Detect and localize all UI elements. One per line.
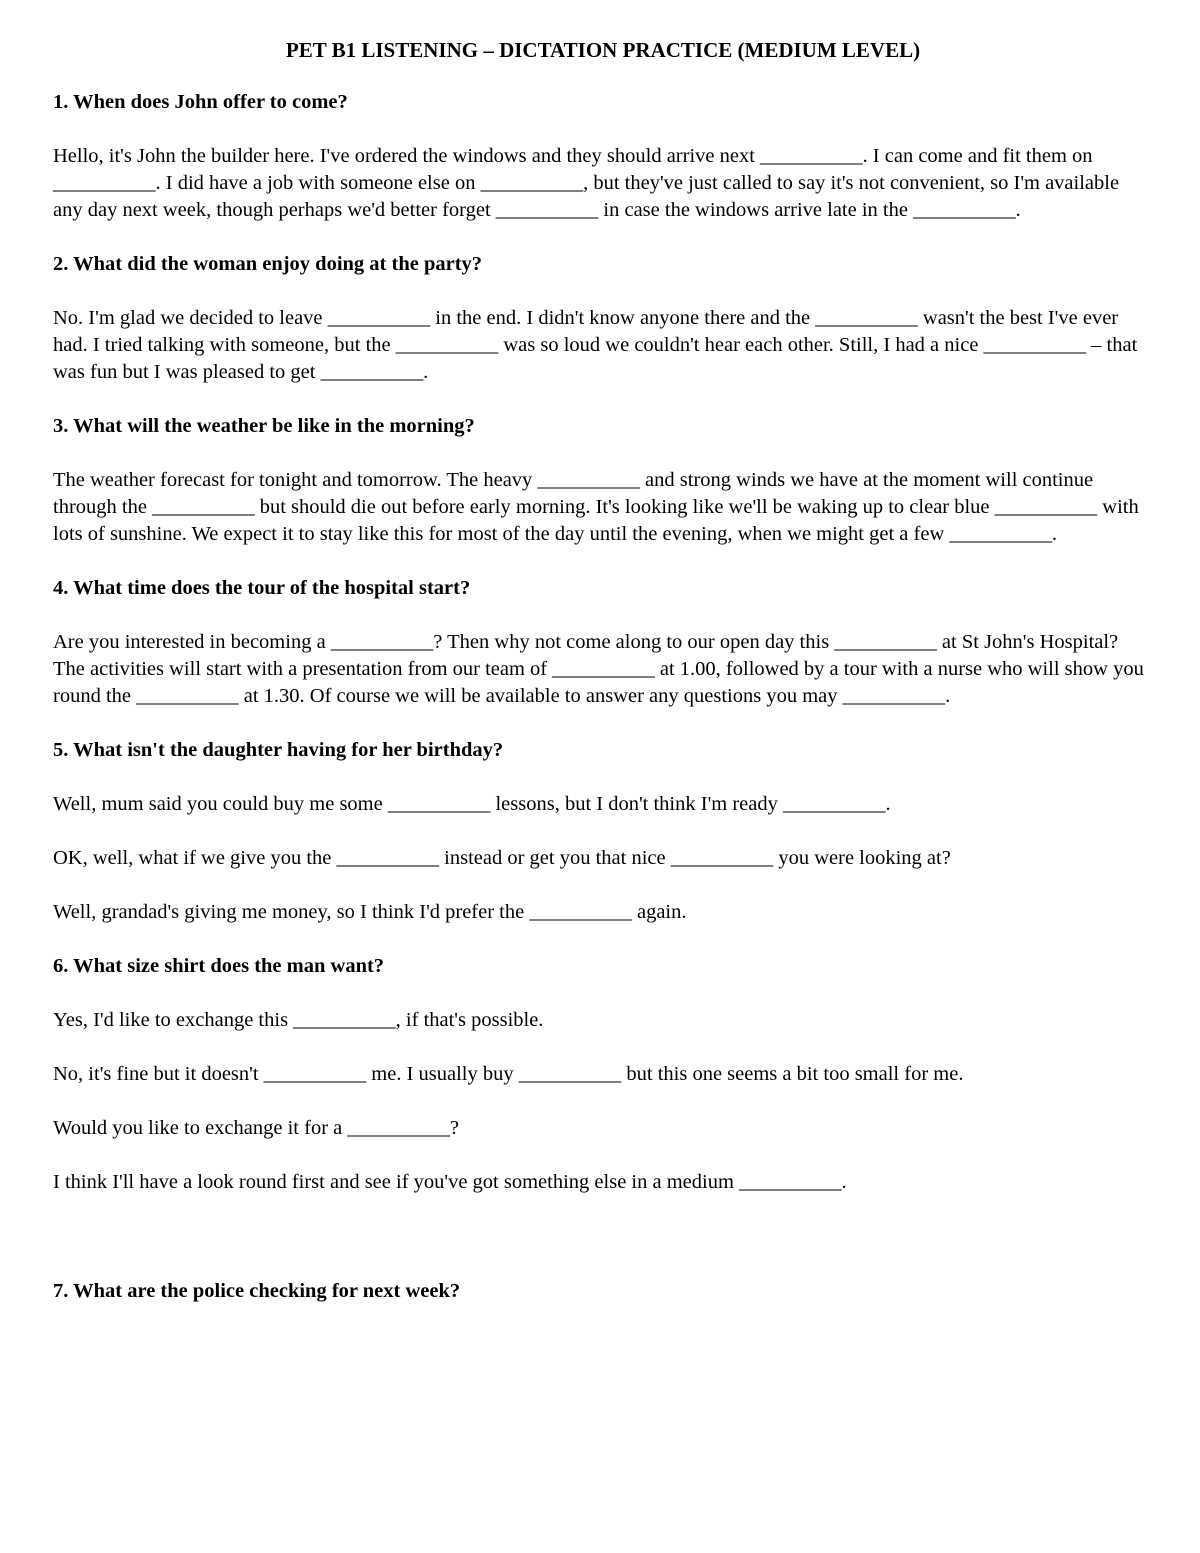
- question-6-line-3: Would you like to exchange it for a __________?: [53, 1117, 459, 1139]
- question-3-text: The weather forecast for tonight and tomorrow. The heavy __________ and strong winds we have at the moment will continue through the __________ but should die out before early morning. It's looking like we'll be waking up to clear blue __________ with lots of sunshine. We expect it to stay like this for most of the day until the evening, when we might get a few __________.: [53, 469, 1139, 545]
- section-spacer: [53, 1223, 1153, 1278]
- question-4: 4. What time does the tour of the hospital start?: [53, 577, 471, 599]
- question-5-line-1: Well, mum said you could buy me some __________ lessons, but I don't think I'm ready __________.: [53, 793, 891, 815]
- worksheet-page: [53, 36, 1153, 1332]
- question-1: 1. When does John offer to come?: [53, 91, 348, 113]
- question-5-line-3: Well, grandad's giving me money, so I think I'd prefer the __________ again.: [53, 901, 687, 923]
- question-1-text: Hello, it's John the builder here. I've ordered the windows and they should arrive next __________. I can come and fit them on __________. I did have a job with someone else on __________, but they've just called to say it's not convenient, so I'm available any day next week, though perhaps we'd better forget __________ in case the windows arrive late in the __________.: [53, 145, 1120, 221]
- question-6-line-4: I think I'll have a look round first and see if you've got something else in a medium __________.: [53, 1171, 847, 1193]
- question-2-text: No. I'm glad we decided to leave __________ in the end. I didn't know anyone there and the __________ wasn't the best I've ever had. I tried talking with someone, but the __________ was so loud we couldn't hear each other. Still, I had a nice __________ – that was fun but I was pleased to get __________.: [53, 307, 1138, 383]
- question-6-line-1: Yes, I'd like to exchange this __________, if that's possible.: [53, 1009, 544, 1031]
- question-5: 5. What isn't the daughter having for her birthday?: [53, 739, 504, 761]
- question-6-line-2: No, it's fine but it doesn't __________ me. I usually buy __________ but this one seems a bit too small for me.: [53, 1063, 964, 1085]
- question-7: 7. What are the police checking for next week?: [53, 1280, 461, 1302]
- question-5-line-2: OK, well, what if we give you the __________ instead or get you that nice __________ you were looking at?: [53, 847, 951, 869]
- question-6: 6. What size shirt does the man want?: [53, 955, 385, 977]
- question-2: 2. What did the woman enjoy doing at the party?: [53, 253, 483, 275]
- page-title: PET B1 LISTENING – DICTATION PRACTICE (MEDIUM LEVEL): [285, 38, 921, 62]
- question-3: 3. What will the weather be like in the morning?: [53, 415, 475, 437]
- question-4-text: Are you interested in becoming a __________? Then why not come along to our open day this __________ at St John's Hospital? The activities will start with a presentation from our team of __________ at 1.00, followed by a tour with a nurse who will show you round the __________ at 1.30. Of course we will be available to answer any questions you may __________.: [53, 631, 1144, 707]
